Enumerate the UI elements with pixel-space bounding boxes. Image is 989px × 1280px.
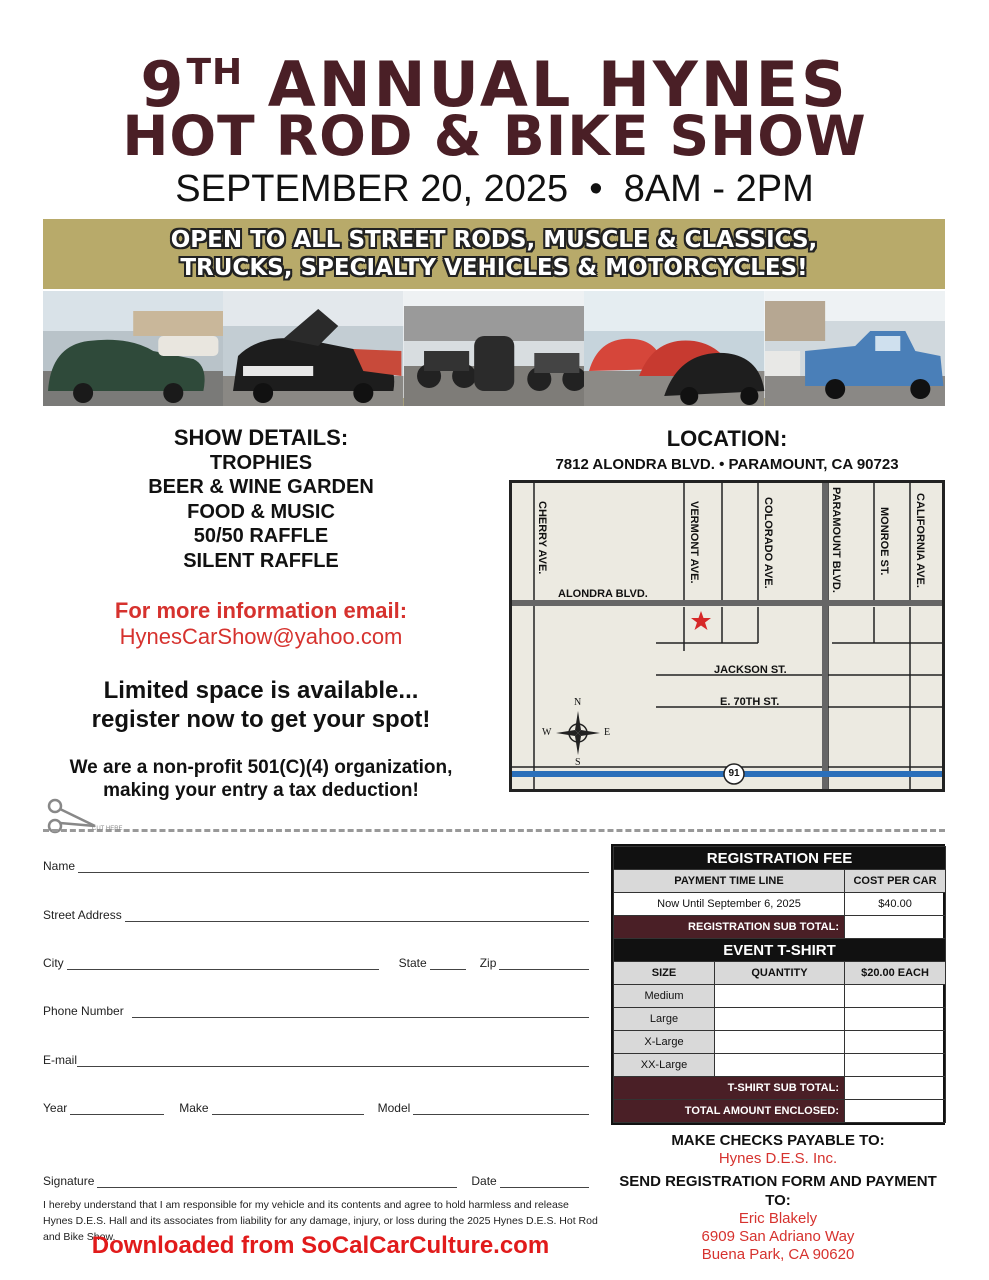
date-label: Date [471,1174,497,1188]
size-xxlarge: XX-Large [614,1054,715,1077]
street-label-jackson: JACKSON ST. [714,664,787,676]
liability-waiver: I hereby understand that I am responsible for my vehicle and its contents and agree to hold harmless and release Hynes D.E.S. Hall and its associates from liability for any damage, injury, or loss during the 2025 Hynes D.E.S. Hot Rod and Bike Show. [43,1199,598,1243]
detail-item: 50/50 RAFFLE [193,525,329,547]
event-date-time: SEPTEMBER 20, 2025 • 8AM - 2PM [175,168,814,210]
make-label: Make [179,1101,209,1115]
downloaded-from-credit: Downloaded from SoCalCarCulture.com [91,1232,550,1259]
venue-star-icon [691,611,711,630]
amount-xxlarge-field[interactable] [845,1054,946,1077]
title-line-1: 9TH ANNUAL HYNES [140,48,849,121]
amount-large-field[interactable] [845,1008,946,1031]
payment-period: Now Until September 6, 2025 [614,893,845,916]
cost-per-car-value: $40.00 [845,893,946,916]
street-label-california: CALIFORNIA AVE. [914,493,926,588]
registration-subtotal-field[interactable] [845,916,946,939]
street-label: Street Address [43,908,122,922]
car-photo-strip [43,291,945,406]
quantity-xxlarge-field[interactable] [715,1054,845,1077]
street-label-paramount: PARAMOUNT BLVD. [830,487,842,593]
checks-payable-label: MAKE CHECKS PAYABLE TO: [671,1132,885,1149]
amount-xlarge-field[interactable] [845,1031,946,1054]
name-field[interactable] [78,859,589,873]
street-row [43,902,589,922]
payment-timeline-header: PAYMENT TIME LINE [614,870,845,893]
quantity-xlarge-field[interactable] [715,1031,845,1054]
mail-addr-street: 6909 San Adriano Way [701,1228,855,1245]
state-field[interactable] [430,956,466,970]
phone-label: Phone Number [43,1004,124,1018]
show-details-heading: SHOW DETAILS: [173,425,349,450]
phone-row [43,998,589,1018]
email-row [43,1047,589,1067]
street-label-vermont: VERMONT AVE. [688,501,700,584]
payment-instructions [611,1131,945,1264]
location-heading: LOCATION: [666,426,788,451]
photo-motorcycles [404,291,584,406]
info-email-link[interactable]: HynesCarShow@yahoo.com [119,624,403,649]
year-label: Year [43,1101,68,1115]
send-to-label: SEND REGISTRATION FORM AND PAYMENT TO: [619,1173,937,1209]
phone-field[interactable] [132,1004,589,1018]
detail-item: TROPHIES [209,451,313,474]
state-label: State [398,956,427,970]
detail-item: SILENT RAFFLE [183,549,339,572]
compass-n: N [574,697,582,708]
freeway-label: 91 [728,768,740,779]
compass-icon [556,711,600,755]
price-header: $20.00 EACH [845,962,946,985]
street-label-70th: E. 70TH ST. [720,696,780,708]
make-field[interactable] [212,1101,364,1115]
city-row [43,950,589,970]
photo-beetles [584,291,764,406]
street-label-monroe: MONROE ST. [878,507,890,576]
zip-label: Zip [479,956,497,970]
location-address: 7812 ALONDRA BLVD. • PARAMOUNT, CA 90723 [555,456,899,473]
size-xlarge: X-Large [614,1031,715,1054]
cost-per-car-header: COST PER CAR [845,870,946,893]
limited-space-notice: Limited space is available... register now to get your spot! [91,677,431,733]
payee-name: Hynes D.E.S. Inc. [718,1150,838,1167]
tshirt-title: EVENT T-SHIRT [614,939,946,962]
photo-blue-truck [765,291,945,406]
compass-s: S [575,757,581,768]
street-label-alondra: ALONDRA BLVD. [558,588,648,600]
zip-field[interactable] [499,956,589,970]
detail-item: BEER & WINE GARDEN [148,476,374,498]
model-label: Model [377,1101,411,1115]
email-field[interactable] [77,1053,589,1067]
registration-fee-title: REGISTRATION FEE [614,847,946,870]
size-large: Large [614,1008,715,1031]
compass-e: E [604,727,611,738]
registration-subtotal-label: REGISTRATION SUB TOTAL: [614,916,845,939]
total-amount-field[interactable] [845,1100,946,1123]
date-field[interactable] [500,1174,589,1188]
mail-addr-name: Eric Blakely [738,1210,818,1227]
quantity-large-field[interactable] [715,1008,845,1031]
city-label: City [43,956,64,970]
tshirt-subtotal-label: T-SHIRT SUB TOTAL: [614,1077,845,1100]
name-row [43,853,589,873]
street-field[interactable] [125,908,589,922]
vehicle-row [43,1095,589,1115]
photo-black-belair [223,291,403,406]
model-field[interactable] [413,1101,589,1115]
email-label: E-mail [43,1053,78,1067]
quantity-medium-field[interactable] [715,985,845,1008]
signature-row [43,1168,589,1188]
size-medium: Medium [614,985,715,1008]
photo-green-classic [43,291,223,406]
title-line-2: HOT ROD & BIKE SHOW [122,104,867,168]
signature-label: Signature [43,1174,95,1188]
detail-item: FOOD & MUSIC [187,500,335,523]
cut-line [43,829,945,832]
cut-here-label: CUT HERE [92,826,123,832]
compass-w: W [542,727,552,738]
show-details [60,426,462,573]
mail-addr-city: Buena Park, CA 90620 [701,1246,855,1263]
quantity-header: QUANTITY [715,962,845,985]
size-header: SIZE [614,962,715,985]
registration-fee-table [611,844,945,1125]
info-prompt: For more information email: [114,598,408,623]
street-label-colorado: COLORADO AVE. [762,497,774,589]
open-to-all-banner: OPEN TO ALL STREET RODS, MUSCLE & CLASSICS, TRUCKS, SPECIALTY VEHICLES & MOTORCYCLES! [43,219,945,289]
total-amount-label: TOTAL AMOUNT ENCLOSED: [614,1100,845,1123]
amount-medium-field[interactable] [845,985,946,1008]
tshirt-subtotal-field[interactable] [845,1077,946,1100]
location-map [509,480,945,792]
street-label-cherry: CHERRY AVE. [536,501,548,575]
nonprofit-notice: We are a non-profit 501(C)(4) organization, making your entry a tax deduction! [69,757,453,801]
year-field[interactable] [70,1101,164,1115]
city-field[interactable] [67,956,379,970]
info-email-block [60,598,462,650]
signature-field[interactable] [97,1174,457,1188]
name-label: Name [43,859,76,873]
